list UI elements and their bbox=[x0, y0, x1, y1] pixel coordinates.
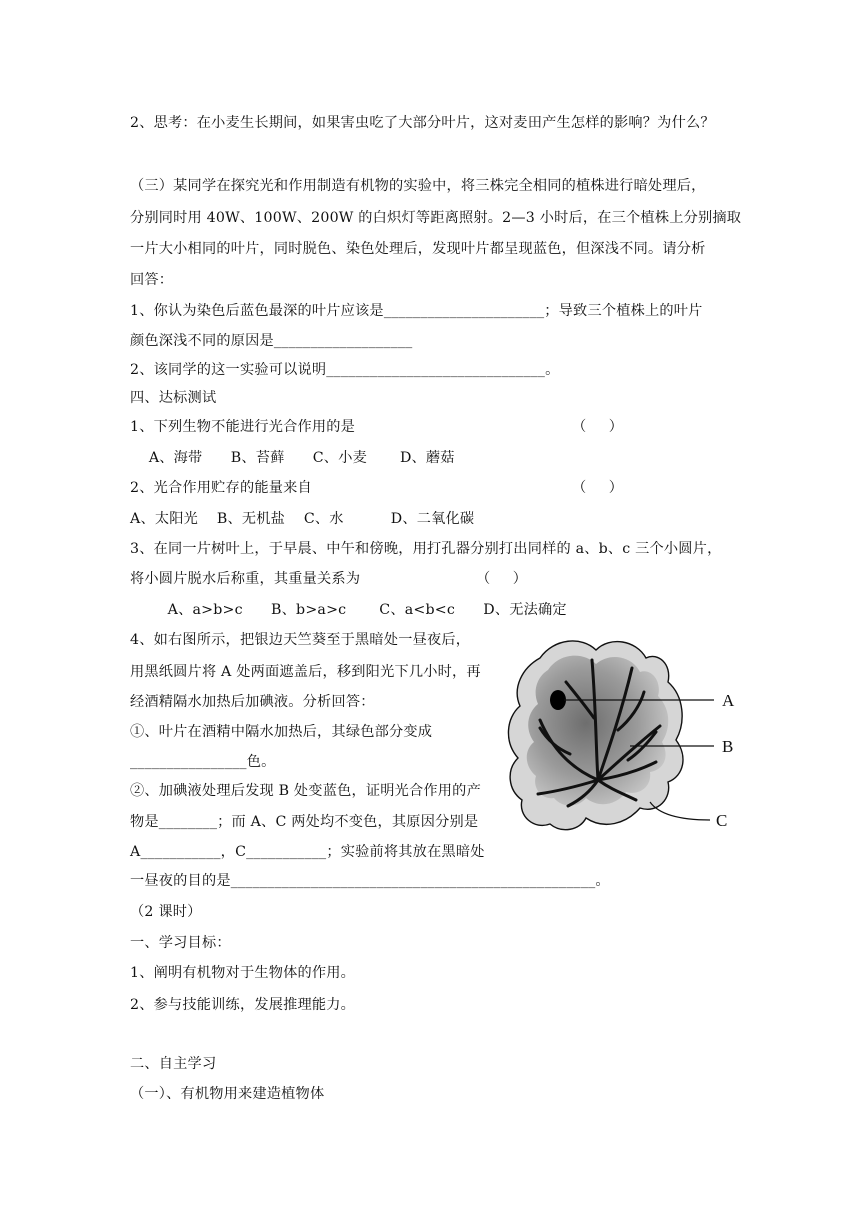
black-paper-disc bbox=[550, 690, 566, 710]
geranium-leaf-figure bbox=[500, 630, 750, 850]
test-question-4-sub-1: ①、叶片在酒精中隔水加热后，其绿色部分变成 bbox=[130, 724, 433, 740]
self-study-subheading: （一）、有机物用来建造植物体 bbox=[130, 1086, 325, 1102]
test-question-4-line-3: 经酒精隔水加热后加碘液。分析回答： bbox=[130, 694, 375, 710]
test-question-4-sub-2: ②、加碘液处理后发现 B 处变蓝色，证明光合作用的产 bbox=[130, 783, 481, 799]
test-question-4: 4、如右图所示，把银边天竺葵至于黑暗处一昼夜后， bbox=[130, 632, 471, 648]
self-study-heading: 二、自主学习 bbox=[130, 1056, 217, 1072]
section3-question-1: 1、你认为染色后蓝色最深的叶片应该是______________________；导致三个植株上的叶片 bbox=[130, 303, 703, 319]
goal-1: 1、阐明有机物对于生物体的作用。 bbox=[130, 965, 356, 981]
test-question-4-sub-1-blank: ________________色。 bbox=[130, 754, 276, 770]
test-question-4-sub-2-blanks: A___________，C___________；实验前将其放在黑暗处 bbox=[130, 844, 485, 860]
think-question: 2、思考：在小麦生长期间，如果害虫吃了大部分叶片，这对麦田产生怎样的影响？为什么？ bbox=[130, 115, 715, 131]
test-question-3-cont: 将小圆片脱水后称重，其重量关系为 bbox=[130, 571, 361, 587]
section3-question-2: 2、该同学的这一实验可以说明______________________________。 bbox=[130, 362, 560, 378]
test-question-4-final: 一昼夜的目的是__________________________________________________。 bbox=[130, 873, 610, 889]
section3-paragraph-line-4: 回答： bbox=[130, 272, 174, 288]
period-label: （2 课时） bbox=[130, 904, 202, 920]
test-question-2-options: A、太阳光 B、无机盐 C、水 D、二氧化碳 bbox=[130, 511, 475, 527]
goal-2: 2、参与技能训练，发展推理能力。 bbox=[130, 997, 356, 1013]
test-question-1-options: A、海带 B、苔藓 C、小麦 D、蘑菇 bbox=[130, 450, 455, 466]
test-question-4-sub-2-cont: 物是________；而 A、C 两处均不变色，其原因分别是 bbox=[130, 814, 479, 830]
section3-question-1-cont: 颜色深浅不同的原因是___________________ bbox=[130, 333, 413, 349]
test-question-2: 2、光合作用贮存的能量来自 bbox=[130, 480, 312, 496]
section3-paragraph-line-2: 分别同时用 40W、100W、200W 的白炽灯等距离照射。2—3 小时后，在三个植株上分别摘取 bbox=[130, 210, 742, 226]
test-question-3: 3、在同一片树叶上，于早晨、中午和傍晚，用打孔器分别打出同样的 a、b、c 三个小圆片， bbox=[130, 541, 722, 557]
section3-paragraph-line-3: 一片大小相同的叶片，同时脱色、染色处理后，发现叶片都呈现蓝色，但深浅不同。请分析 bbox=[130, 241, 706, 257]
test-heading: 四、达标测试 bbox=[130, 390, 217, 406]
answer-parenthesis-3: （ ） bbox=[476, 571, 527, 587]
test-question-4-line-2: 用黑纸圆片将 A 处两面遮盖后，移到阳光下几小时，再 bbox=[130, 664, 481, 680]
label-c: C bbox=[716, 811, 728, 830]
test-question-3-options: A、a>b>c B、b>a>c C、a<b<c D、无法确定 bbox=[130, 602, 567, 618]
goals-heading: 一、学习目标： bbox=[130, 935, 231, 951]
test-question-1: 1、下列生物不能进行光合作用的是 bbox=[130, 419, 356, 435]
answer-parenthesis-1: （ ） bbox=[572, 419, 623, 435]
label-b: B bbox=[722, 737, 734, 756]
section3-paragraph-line-1: （三）某同学在探究光和作用制造有机物的实验中，将三株完全相同的植株进行暗处理后， bbox=[130, 178, 706, 194]
label-a: A bbox=[722, 691, 735, 710]
answer-parenthesis-2: （ ） bbox=[572, 480, 623, 496]
